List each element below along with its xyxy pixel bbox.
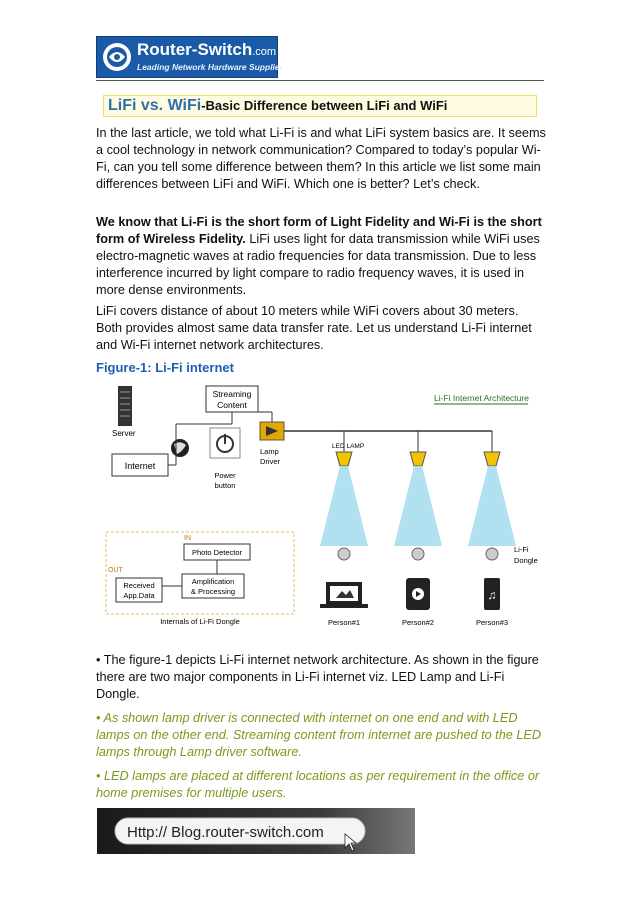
amplification-label: Amplification [191,577,235,586]
lifi-architecture-diagram [100,382,540,644]
out-label: OUT [108,567,123,574]
phone-music-icon [484,578,500,610]
internals-label: Internals of Li-Fi Dongle [160,617,240,626]
logo-name: Router-Switch.com [137,40,277,59]
dongle-label: Dongle [514,556,538,565]
dongle-2-icon [412,548,424,560]
server-icon [118,386,132,426]
header-divider [96,80,544,81]
led-placement-bullet: • LED lamps are placed at different locations as per requirement in the office or home premises for multiple users. [96,769,540,800]
processing-label: & Processing [190,587,236,596]
definition-paragraph [96,214,548,299]
logo-tagline: Leading Network Hardware Supplier [137,62,283,72]
router-switch-logo [96,36,283,78]
driver-label: Driver [260,457,280,466]
tablet-icon [406,578,430,610]
swirl-logo-icon [101,41,133,73]
figure-caption: Figure-1: Li-Fi internet [96,360,234,375]
internet-label: Internet [124,461,156,471]
led-lamp-label: LED LAMP [332,443,365,450]
title-sub: -Basic Difference between LiFi and WiFi [201,98,448,113]
svg-text:♫: ♫ [487,588,497,602]
light-beam-1 [320,466,368,546]
lifi-label: Li-Fi [514,545,529,554]
person3-label: Person#3 [475,618,509,627]
led-lamp-2-icon [410,452,426,466]
definition-bold: We know that Li-Fi is the short form of Light Fidelity and Wi-Fi is the short form of Wireless Fidelity. [96,215,542,246]
dongle-1-icon [338,548,350,560]
definition-rest: LiFi uses light for data transmission while WiFi uses electro-magnetic waves at radio frequencies for data transmission. Due to less interference incurred by light compare to radio frequency waves, it is used in more dense environments. [96,232,540,297]
intro-paragraph: In the last article, we told what Li-Fi is and what LiFi system basics are. It seems a cool technology in network communication? Compared to today’s popular Wi-Fi, can you tell some difference between them? In this article we list some main differences between LiFi and WiFi. Which one is better? Let’s check. [96,126,546,191]
coverage-paragraph: LiFi covers distance of about 10 meters while WiFi covers about 30 meters. Both provides almost same data transfer rate. Let us understand Li-Fi internet and Wi-Fi internet network architectures. [96,304,532,352]
blog-url-text: Http:// Blog.router-switch.com [127,824,324,841]
globe-icon [171,439,189,457]
button-label: button [214,481,236,490]
content-label: Content [217,400,247,410]
light-beam-2 [394,466,442,546]
blog-url-banner[interactable] [97,808,415,854]
laptop-icon [320,582,368,608]
received-label: Received [123,581,155,590]
streaming-label: Streaming [212,389,252,399]
architecture-label: Li-Fi Internet Architecture [434,393,529,403]
logo-domain: .com [252,46,277,58]
dongle-3-icon [486,548,498,560]
photo-detector-label: Photo Detector [191,548,243,557]
light-beam-3 [468,466,516,546]
lamp-label: Lamp [260,447,279,456]
page-title [103,95,537,117]
lamp-driver-bullet: • As shown lamp driver is connected with internet on one end and with LED lamps on the other end. Streaming content from internet are pushed to the LED lamps through Lamp driver software. [96,711,542,759]
led-lamp-1-icon [336,452,352,466]
app-data-label: App.Data [123,591,155,600]
in-label: IN [184,535,191,542]
architecture-bullet: • The figure-1 depicts Li-Fi internet network architecture. As shown in the figure there are two major components in Li-Fi internet viz. LED Lamp and Li-Fi Dongle. [96,653,539,701]
person1-label: Person#1 [327,618,361,627]
title-main: LiFi vs. WiFi [108,97,202,114]
person2-label: Person#2 [401,618,435,627]
server-label: Server [112,429,136,438]
led-lamp-3-icon [484,452,500,466]
power-label: Power [214,471,236,480]
